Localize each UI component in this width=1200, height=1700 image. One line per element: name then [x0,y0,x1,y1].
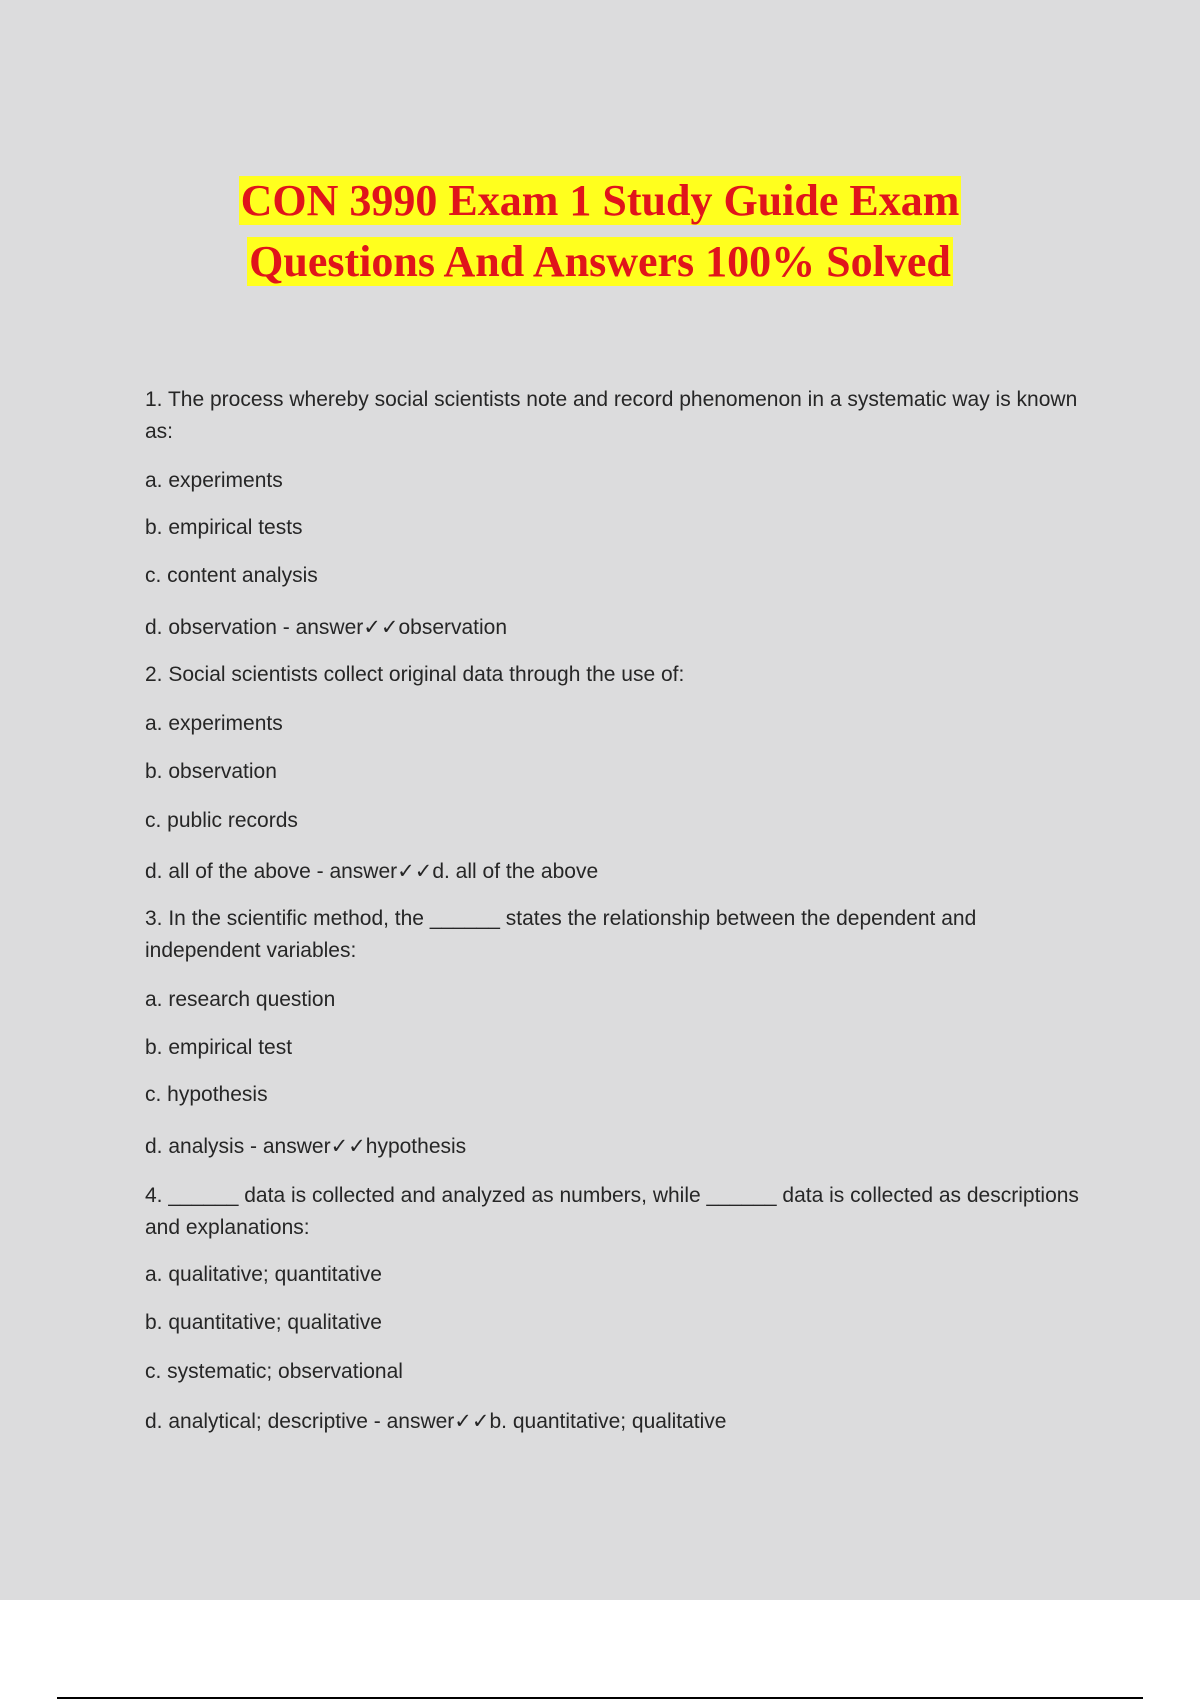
question-1-option-b: b. empirical tests [145,516,303,539]
question-3-option-d-answer: d. analysis - answer✓✓hypothesis [145,1135,467,1158]
question-3-option-b: b. empirical test [145,1036,293,1059]
question-3-option-a: a. research question [145,988,336,1011]
question-1-option-c: c. content analysis [145,564,318,587]
question-4: 4. ______ data is collected and analyzed as numbers, while ______ data is collected as descriptions and explanations: [145,1184,1079,1239]
question-2-option-d-answer: d. all of the above - answer✓✓d. all of the above [145,860,599,883]
question-2-option-b: b. observation [145,760,277,783]
question-2: 2. Social scientists collect original data through the use of: [145,663,685,686]
document-title [0,170,1200,292]
question-4-option-a: a. qualitative; quantitative [145,1263,382,1286]
title-line-1: CON 3990 Exam 1 Study Guide Exam [240,176,960,225]
question-1: 1. The process whereby social scientists note and record phenomenon in a systematic way is known as: [145,388,1078,443]
question-3: 3. In the scientific method, the ______ states the relationship between the dependent and independent variables: [145,907,977,962]
question-4-option-c: c. systematic; observational [145,1360,403,1383]
question-2-option-c: c. public records [145,809,298,832]
footer-divider [57,1697,1143,1699]
title-line-2: Questions And Answers 100% Solved [249,237,951,286]
question-2-option-a: a. experiments [145,712,283,735]
question-1-option-d-answer: d. observation - answer✓✓observation [145,616,508,639]
question-4-option-b: b. quantitative; qualitative [145,1311,382,1334]
question-1-option-a: a. experiments [145,469,283,492]
question-4-option-d-answer: d. analytical; descriptive - answer✓✓b. quantitative; qualitative [145,1410,727,1433]
question-3-option-c: c. hypothesis [145,1083,268,1106]
